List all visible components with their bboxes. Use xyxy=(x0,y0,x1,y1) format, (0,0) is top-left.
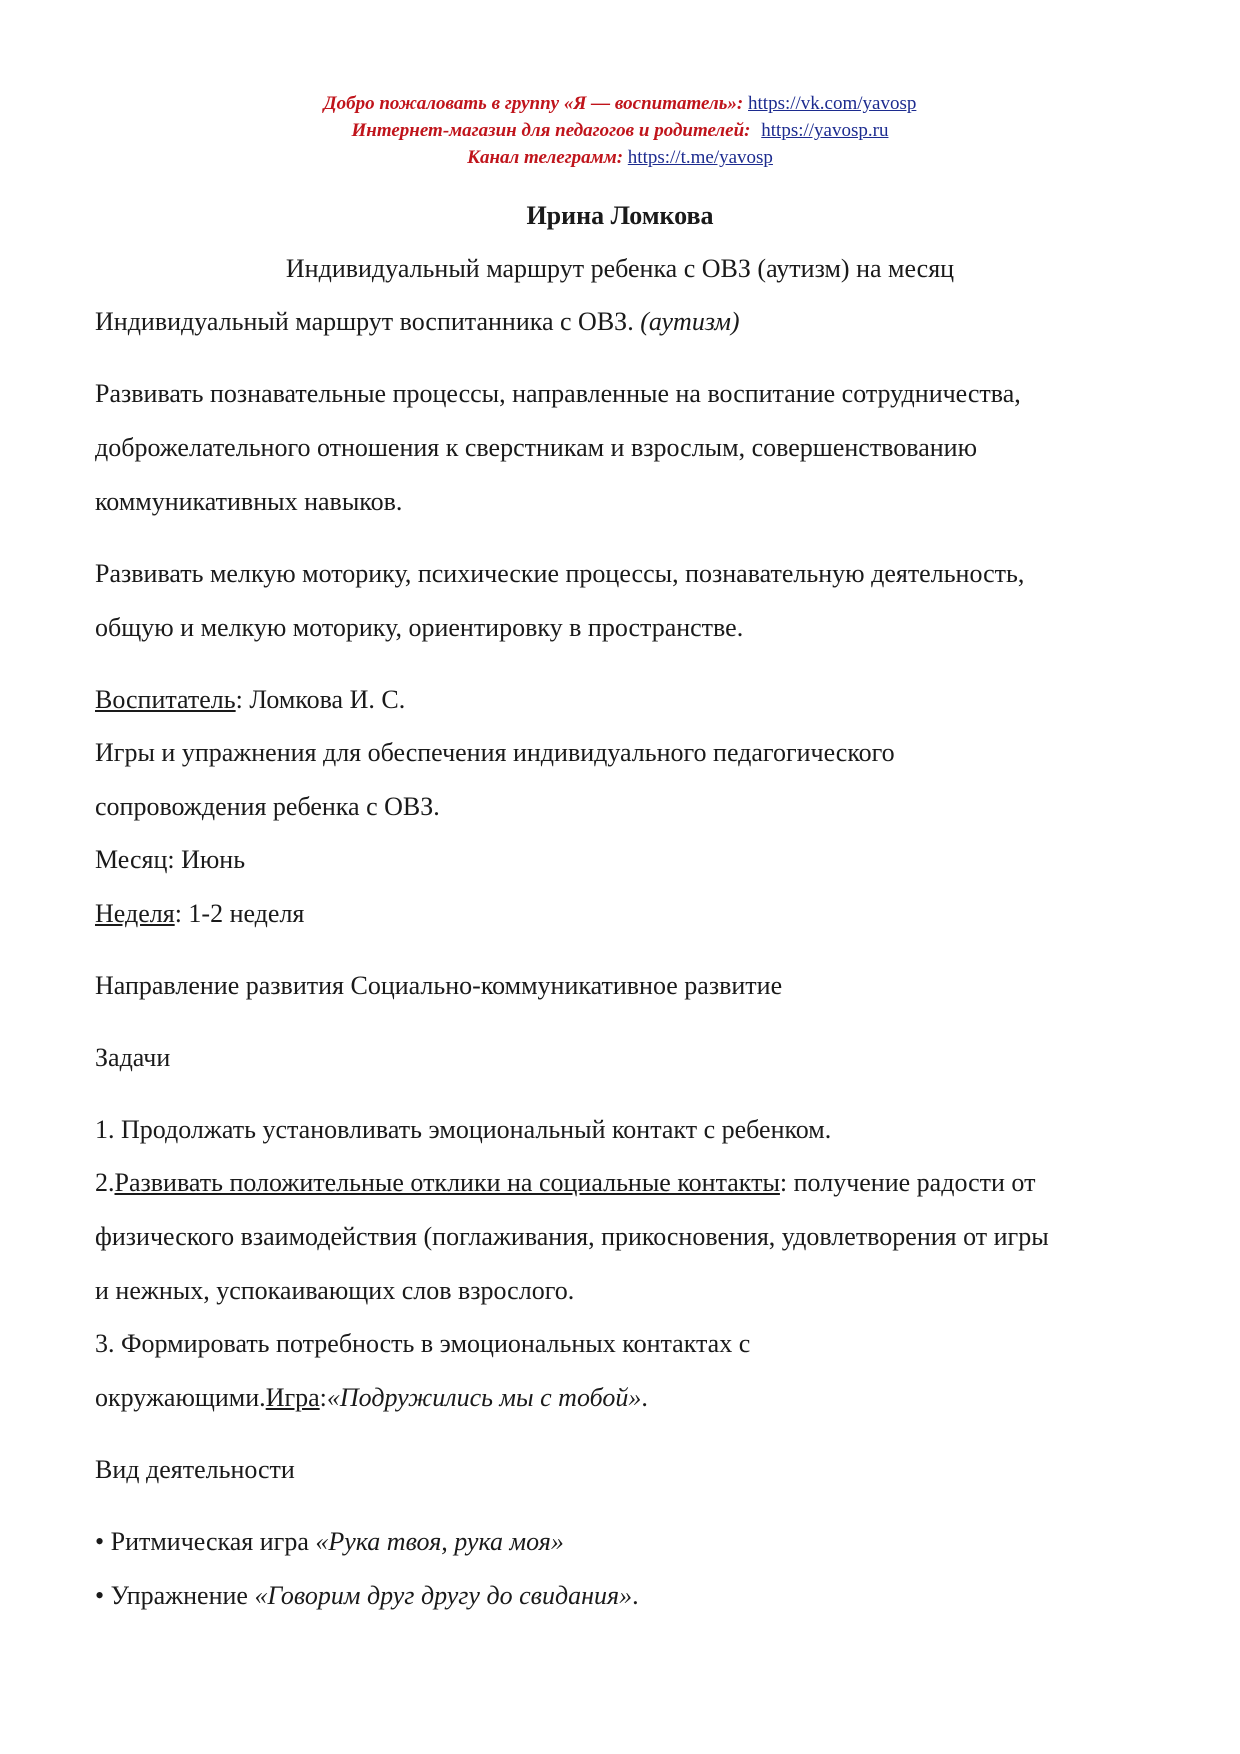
goal1-line-3: коммуникативных навыков. xyxy=(95,487,403,516)
activity-prefix: • Упражнение xyxy=(95,1581,255,1610)
task-3: 3. Формировать потребность в эмоциональных контактах с xyxy=(95,1329,751,1358)
task3-cont-prefix: окружающими. xyxy=(95,1383,266,1412)
telegram-line xyxy=(0,144,1240,171)
activity-heading: Вид деятельности xyxy=(95,1455,295,1484)
task2-cont-line-2: и нежных, успокаивающих слов взрослого. xyxy=(95,1276,575,1305)
teacher-value: : Ломкова И. С. xyxy=(235,685,406,714)
tasks-heading: Задачи xyxy=(95,1043,171,1072)
task3-game-name: «Подружились мы с тобой» xyxy=(326,1383,642,1412)
week-line xyxy=(95,898,1175,930)
task-2 xyxy=(95,1167,1175,1199)
goal1-line-1: Развивать познавательные процессы, направленные на воспитание сотрудничества, xyxy=(95,379,1021,408)
route-title-text: Индивидуальный маршрут воспитанника с ОВЗ. xyxy=(95,307,634,336)
task2-underlined: Развивать положительные отклики на социальные контакты xyxy=(114,1168,780,1197)
week-label: Неделя xyxy=(95,899,175,928)
shop-label: Интернет-магазин для педагогов и родителей: xyxy=(351,120,751,141)
telegram-label: Канал телеграмм: xyxy=(467,147,624,168)
month-line: Месяц: Июнь xyxy=(95,845,246,874)
route-title xyxy=(95,306,1175,338)
activity-suffix: . xyxy=(632,1581,639,1610)
task2-cont-line-1: физического взаимодействия (поглаживания, прикосновения, удовлетворения от игры xyxy=(95,1222,1049,1251)
activity-name: «Говорим друг другу до свидания» xyxy=(254,1581,633,1610)
games-intro-line-2: сопровождения ребенка с ОВЗ. xyxy=(95,792,440,821)
task3-game-colon: : xyxy=(319,1383,327,1412)
activity-prefix: • Ритмическая игра xyxy=(95,1527,316,1556)
goal2-line-1: Развивать мелкую моторику, психические процессы, познавательную деятельность, xyxy=(95,559,1025,588)
week-value: : 1-2 неделя xyxy=(174,899,305,928)
goal1-line-2: доброжелательного отношения к сверстникам и взрослым, совершенствованию xyxy=(95,433,978,462)
activity-item xyxy=(95,1580,1175,1612)
teacher-label: Воспитатель xyxy=(95,685,236,714)
activity-item xyxy=(95,1526,1175,1558)
task3-game-label: Игра xyxy=(265,1383,320,1412)
welcome-label: Добро пожаловать в группу «Я — воспитатель»: xyxy=(323,93,744,114)
task3-end: . xyxy=(641,1383,648,1412)
task3-cont xyxy=(95,1382,1175,1414)
telegram-link[interactable]: https://t.me/yavosp xyxy=(627,147,773,168)
teacher-line xyxy=(95,684,1175,716)
direction-line: Направление развития Социально-коммуникативное развитие xyxy=(95,971,783,1000)
goal2-line-2: общую и мелкую моторику, ориентировку в пространстве. xyxy=(95,613,744,642)
shop-line xyxy=(0,117,1240,144)
activity-name: «Рука твоя, рука моя» xyxy=(315,1527,564,1556)
vk-link[interactable]: https://vk.com/yavosp xyxy=(748,93,917,114)
route-title-italic: (аутизм) xyxy=(640,307,740,336)
games-intro-line-1: Игры и упражнения для обеспечения индивидуального педагогического xyxy=(95,738,895,767)
shop-link[interactable]: https://yavosp.ru xyxy=(761,120,889,141)
task-1: 1. Продолжать установливать эмоциональный контакт с ребенком. xyxy=(95,1115,832,1144)
document-subtitle: Индивидуальный маршрут ребенка с ОВЗ (аутизм) на месяц xyxy=(285,254,955,283)
header-banner xyxy=(0,90,1240,171)
author-name: Ирина Ломкова xyxy=(526,201,714,230)
welcome-line xyxy=(0,90,1240,117)
task2-prefix: 2. xyxy=(95,1168,115,1197)
task2-rest: : получение радости от xyxy=(779,1168,1036,1197)
